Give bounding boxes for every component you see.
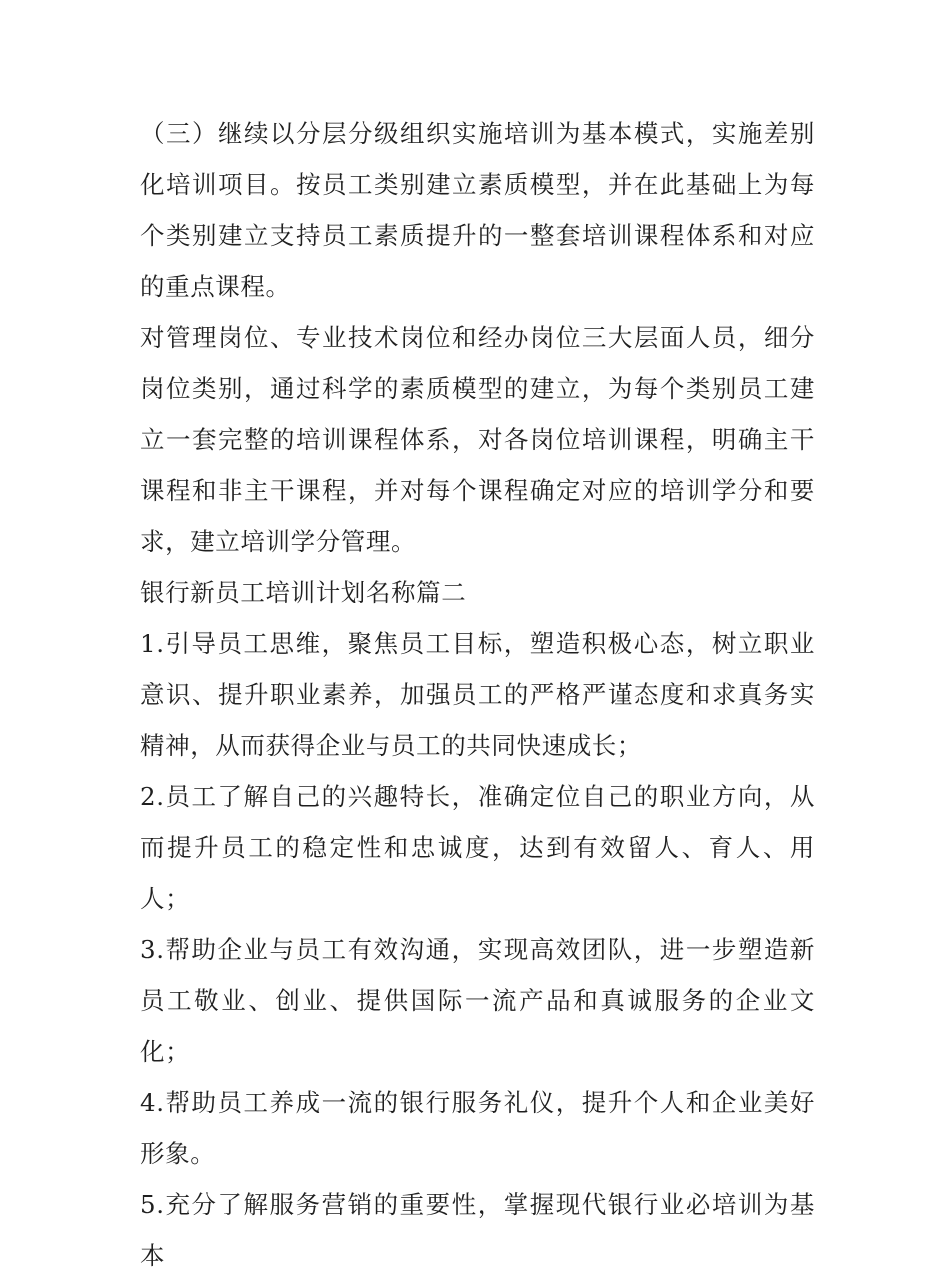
paragraph-position-categories: 对管理岗位、专业技术岗位和经办岗位三大层面人员，细分岗位类别，通过科学的素质模型的建立，为每个类别员工建立一套完整的培训课程体系，对各岗位培训课程，明确主干课程和非主干课程，并对每个课程确定对应的培训学分和要求，建立培训学分管理。 (140, 323, 815, 556)
section-heading: 银行新员工培训计划名称篇二 (140, 578, 467, 607)
list-item-4: 4.帮助员工养成一流的银行服务礼仪，提升个人和企业美好形象。 (140, 1088, 815, 1168)
list-item-5: 5.充分了解服务营销的重要性，掌握现代银行业必培训为基本 (140, 1190, 815, 1270)
list-item-2: 2.员工了解自己的兴趣特长，准确定位自己的职业方向，从而提升员工的稳定性和忠诚度，达到有效留人、育人、用人； (140, 782, 815, 913)
list-item-3: 3.帮助企业与员工有效沟通，实现高效团队，进一步塑造新员工敬业、创业、提供国际一流产品和真诚服务的企业文化； (140, 935, 815, 1066)
document-body (140, 108, 815, 1281)
list-item-1: 1.引导员工思维，聚焦员工目标，塑造积极心态，树立职业意识、提升职业素养，加强员工的严格严谨态度和求真务实精神，从而获得企业与员工的共同快速成长； (140, 629, 815, 760)
paragraph-differentiated-training: （三）继续以分层分级组织实施培训为基本模式，实施差别化培训项目。按员工类别建立素质模型，并在此基础上为每个类别建立支持员工素质提升的一整套培训课程体系和对应的重点课程。 (140, 119, 815, 301)
